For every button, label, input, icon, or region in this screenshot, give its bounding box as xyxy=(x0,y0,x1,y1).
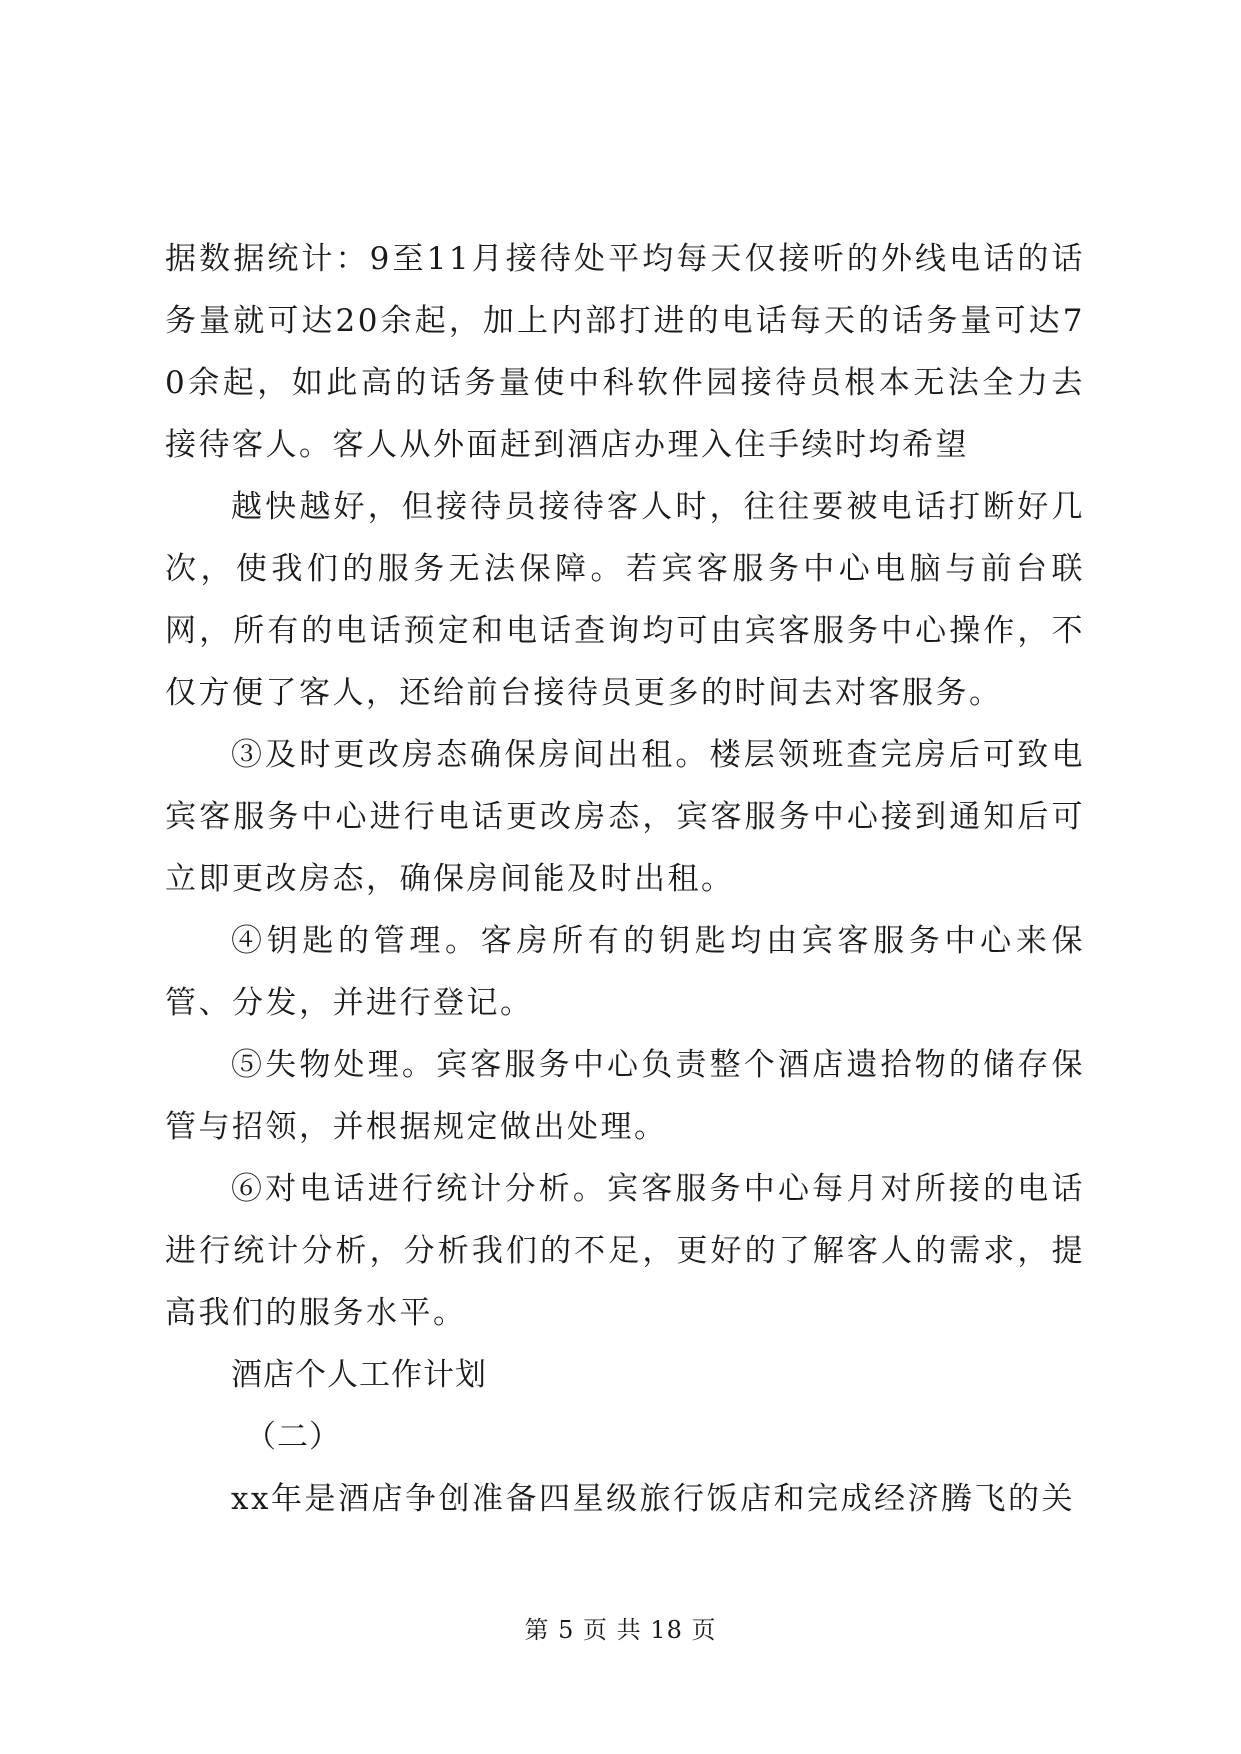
section-subheading: （二） xyxy=(245,1419,341,1455)
paragraph-7: xx年是酒店争创准备四星级旅行饭店和完成经济腾飞的关 xyxy=(231,1481,1075,1517)
section-heading: 酒店个人工作计划 xyxy=(231,1357,487,1393)
page-footer: 第 5 页 共 18 页 xyxy=(524,1616,717,1644)
document-body xyxy=(165,228,1085,1530)
paragraph-2: 越快越好，但接待员接待客人时，往往要被电话打断好几次，使我们的服务无法保障。若宾客服务中心电脑与前台联网，所有的电话预定和电话查询均可由宾客服务中心操作，不仅方便了客人，还给前台接待员更多的时间去对客服务。 xyxy=(165,489,1085,711)
paragraph-6: ⑥对电话进行统计分析。宾客服务中心每月对所接的电话进行统计分析，分析我们的不足，更好的了解客人的需求，提高我们的服务水平。 xyxy=(165,1171,1085,1331)
paragraph-4: ④钥匙的管理。客房所有的钥匙均由宾客服务中心来保管、分发，并进行登记。 xyxy=(165,923,1085,1021)
paragraph-5: ⑤失物处理。宾客服务中心负责整个酒店遗拾物的储存保管与招领，并根据规定做出处理。 xyxy=(165,1047,1085,1145)
paragraph-1: 据数据统计：9至11月接待处平均每天仅接听的外线电话的话务量就可达20余起，加上内部打进的电话每天的话务量可达70余起，如此高的话务量使中科软件园接待员根本无法全力去接待客人。客人从外面赶到酒店办理入住手续时均希望 xyxy=(165,241,1085,463)
paragraph-3: ③及时更改房态确保房间出租。楼层领班查完房后可致电宾客服务中心进行电话更改房态，宾客服务中心接到通知后可立即更改房态，确保房间能及时出租。 xyxy=(165,737,1085,897)
